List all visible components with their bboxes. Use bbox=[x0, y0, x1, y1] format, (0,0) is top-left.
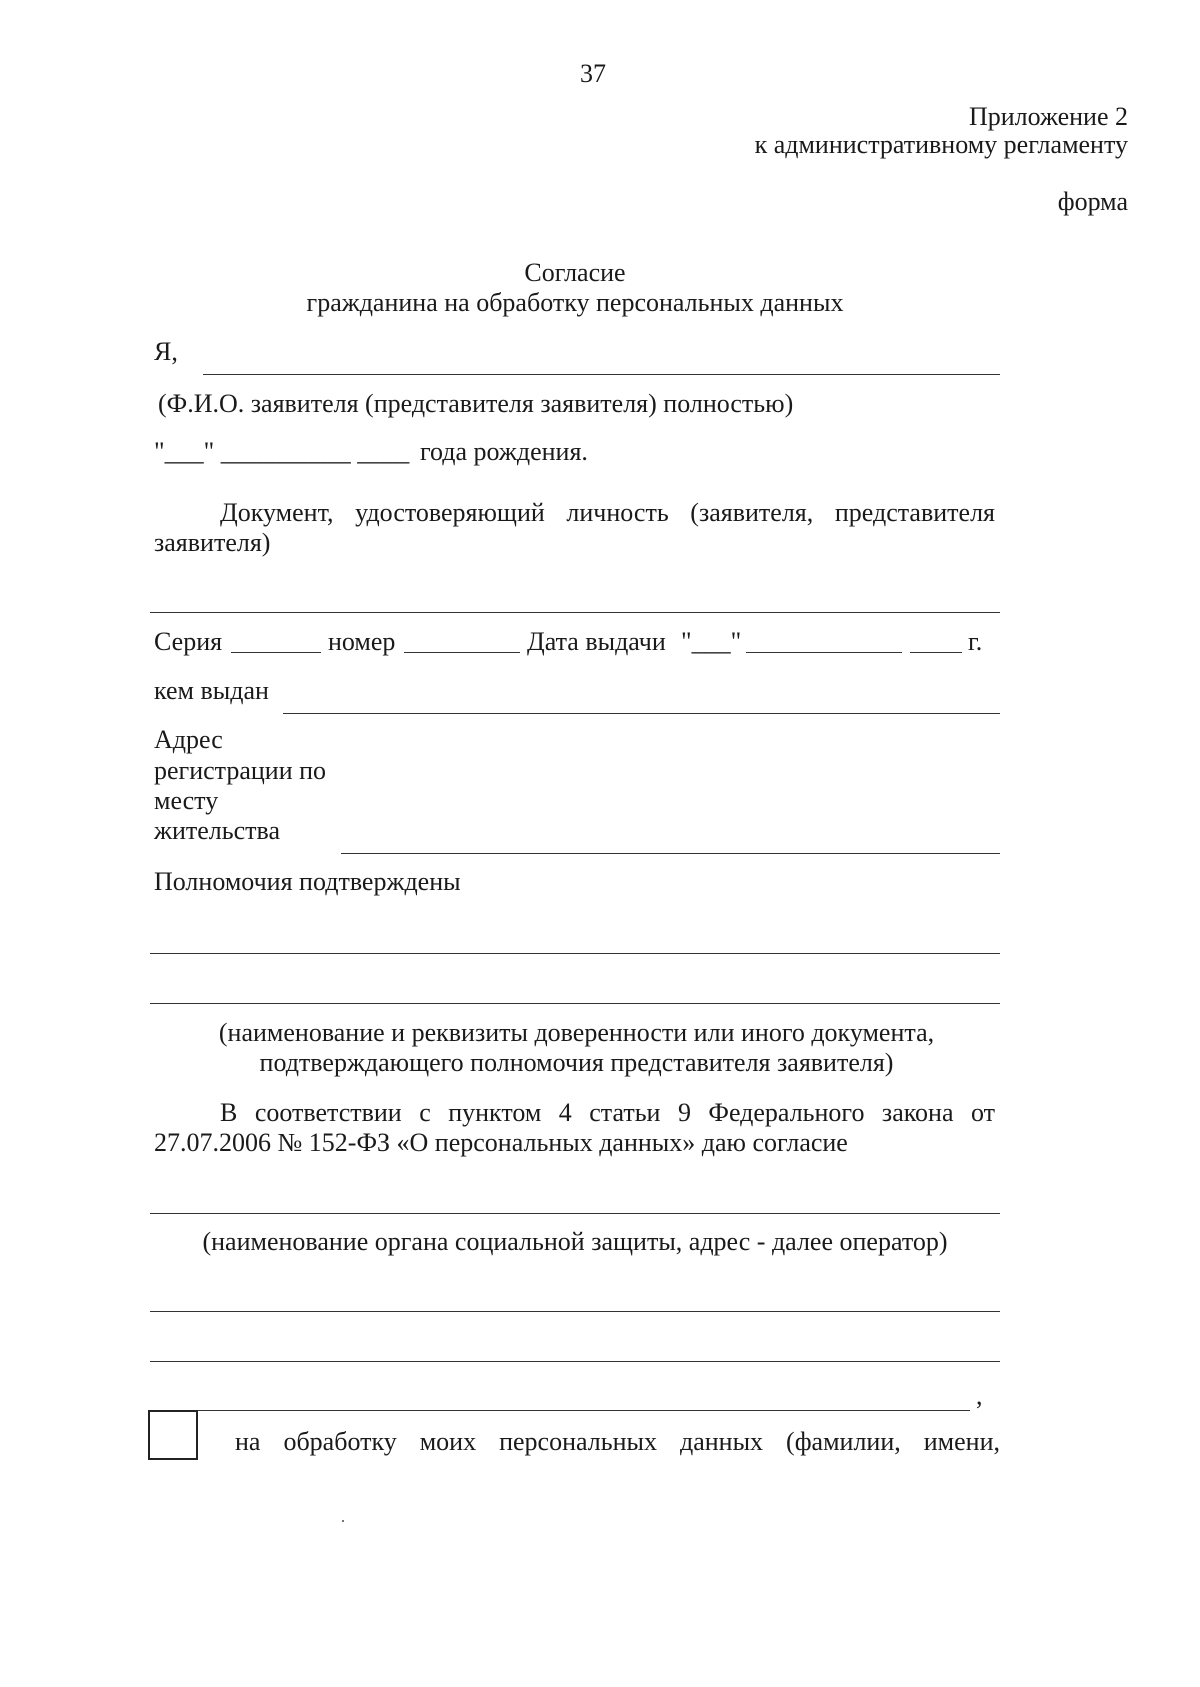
authority-caption-line-1: (наименование и реквизиты доверенности или иного документа, bbox=[218, 1018, 935, 1047]
issue-date-label: Дата выдачи bbox=[527, 627, 666, 656]
operator-caption: (наименование органа социальной защиты, адрес - далее оператор) bbox=[202, 1227, 948, 1256]
authority-caption-line-2: подтверждающего полномочия представителя заявителя) bbox=[259, 1048, 894, 1077]
address-label-line-1: Адрес bbox=[154, 725, 223, 754]
consent-checkbox[interactable] bbox=[148, 1410, 198, 1460]
fio-field-line[interactable] bbox=[203, 374, 1000, 375]
title-line-1: Согласие bbox=[524, 258, 626, 287]
operator-field-line-4[interactable] bbox=[150, 1410, 970, 1411]
issue-year-field-line[interactable] bbox=[910, 652, 962, 653]
issued-by-label: кем выдан bbox=[154, 676, 269, 705]
fio-caption: (Ф.И.О. заявителя (представителя заявителя) полностью) bbox=[158, 389, 794, 418]
issue-day-blank[interactable]: "___" bbox=[681, 627, 742, 656]
issued-by-field-line[interactable] bbox=[283, 713, 1000, 714]
number-field-line[interactable] bbox=[404, 652, 520, 653]
address-label-line-3: месту bbox=[154, 786, 219, 815]
authority-label: Полномочия подтверждены bbox=[154, 867, 461, 896]
checkbox-consent-text: на обработку моих персональных данных (фамилии, имени, bbox=[235, 1427, 1000, 1456]
address-label-line-4: жительства bbox=[154, 816, 280, 845]
operator-comma: , bbox=[976, 1381, 983, 1410]
page-number: 37 bbox=[580, 59, 606, 88]
document-field-line[interactable] bbox=[150, 612, 1000, 613]
birth-date-blanks[interactable]: "___" __________ ____ bbox=[154, 437, 410, 466]
address-label-line-2: регистрации по bbox=[154, 756, 327, 785]
number-label: номер bbox=[328, 627, 396, 656]
authority-field-line-1[interactable] bbox=[150, 953, 1000, 954]
series-label: Серия bbox=[154, 627, 223, 656]
address-field-line[interactable] bbox=[341, 853, 1000, 854]
operator-field-line-3[interactable] bbox=[150, 1361, 1000, 1362]
consent-text-line-1: В соответствии с пунктом 4 статьи 9 Федерального закона от bbox=[220, 1098, 995, 1127]
form-label: форма bbox=[1057, 187, 1128, 216]
authority-field-line-2[interactable] bbox=[150, 1003, 1000, 1004]
series-field-line[interactable] bbox=[231, 652, 321, 653]
scan-speck bbox=[342, 1520, 344, 1522]
document-intro-line-1: Документ, удостоверяющий личность (заявителя, представителя bbox=[220, 498, 995, 527]
appendix-label: Приложение 2 bbox=[968, 102, 1128, 131]
issue-month-field-line[interactable] bbox=[746, 652, 902, 653]
consent-text-line-2: 27.07.2006 № 152-ФЗ «О персональных данных» даю согласие bbox=[154, 1128, 848, 1157]
title-line-2: гражданина на обработку персональных данных bbox=[306, 288, 844, 317]
ya-label: Я, bbox=[154, 337, 178, 366]
document-intro-line-2: заявителя) bbox=[154, 528, 271, 557]
birth-year-label: года рождения. bbox=[420, 437, 588, 466]
operator-field-line[interactable] bbox=[150, 1213, 1000, 1214]
appendix-to-label: к административному регламенту bbox=[754, 130, 1128, 159]
operator-field-line-2[interactable] bbox=[150, 1311, 1000, 1312]
year-suffix: г. bbox=[968, 627, 983, 656]
